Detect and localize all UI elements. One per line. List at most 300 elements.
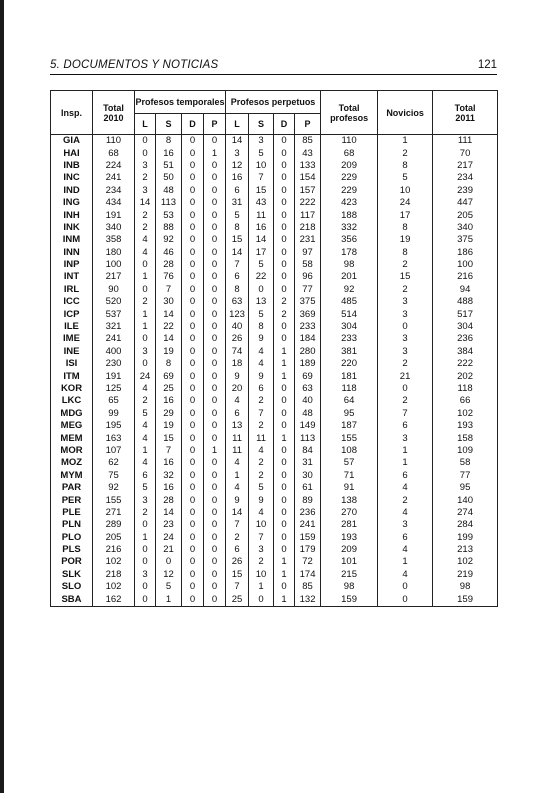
cell-perp-d: 2 <box>274 308 295 320</box>
cell-perp-d: 0 <box>274 284 295 296</box>
cell-temp-p: 0 <box>204 333 226 345</box>
cell-perp-d: 0 <box>274 519 295 531</box>
cell-temp-p: 0 <box>204 160 226 172</box>
table-row <box>51 308 498 320</box>
cell-perp-d: 0 <box>274 160 295 172</box>
cell-novicios: 6 <box>378 470 433 482</box>
cell-temp-l: 3 <box>135 494 156 506</box>
cell-temp-p: 0 <box>204 197 226 209</box>
table-row <box>51 420 498 432</box>
cell-temp-s: 14 <box>156 333 182 345</box>
cell-temp-p: 0 <box>204 569 226 581</box>
cell-temp-s: 16 <box>156 395 182 407</box>
cell-total-2010: 90 <box>93 284 135 296</box>
cell-perp-l: 6 <box>226 408 249 420</box>
cell-total-2011: 111 <box>433 135 498 148</box>
cell-temp-s: 15 <box>156 432 182 444</box>
cell-temp-d: 0 <box>182 308 204 320</box>
cell-perp-p: 69 <box>295 370 321 382</box>
cell-perp-s: 11 <box>249 209 274 221</box>
cell-temp-d: 0 <box>182 383 204 395</box>
cell-insp-code: ITM <box>51 370 93 382</box>
cell-total-2010: 155 <box>93 494 135 506</box>
cell-temp-s: 51 <box>156 160 182 172</box>
cell-perp-s: 22 <box>249 271 274 283</box>
cell-perp-p: 133 <box>295 160 321 172</box>
cell-total-profesos: 332 <box>321 222 378 234</box>
cell-perp-p: 31 <box>295 457 321 469</box>
cell-total-2010: 224 <box>93 160 135 172</box>
cell-temp-l: 4 <box>135 247 156 259</box>
cell-temp-l: 4 <box>135 457 156 469</box>
cell-insp-code: ICC <box>51 296 93 308</box>
cell-total-2010: 520 <box>93 296 135 308</box>
cell-total-profesos: 118 <box>321 383 378 395</box>
cell-temp-p: 0 <box>204 408 226 420</box>
cell-temp-d: 0 <box>182 346 204 358</box>
cell-total-2010: 358 <box>93 234 135 246</box>
col-perp-s: S <box>249 114 274 135</box>
cell-perp-s: 0 <box>249 593 274 606</box>
cell-novicios: 1 <box>378 135 433 148</box>
cell-total-profesos: 356 <box>321 234 378 246</box>
table-row <box>51 556 498 568</box>
cell-total-2010: 102 <box>93 556 135 568</box>
cell-temp-d: 0 <box>182 470 204 482</box>
cell-total-2011: 118 <box>433 383 498 395</box>
table-row <box>51 209 498 221</box>
cell-total-2010: 434 <box>93 197 135 209</box>
cell-total-profesos: 229 <box>321 185 378 197</box>
cell-perp-l: 5 <box>226 209 249 221</box>
cell-temp-p: 0 <box>204 172 226 184</box>
cell-novicios: 3 <box>378 346 433 358</box>
cell-total-profesos: 187 <box>321 420 378 432</box>
cell-temp-s: 24 <box>156 532 182 544</box>
cell-total-2011: 159 <box>433 593 498 606</box>
cell-perp-p: 89 <box>295 494 321 506</box>
cell-total-profesos: 98 <box>321 581 378 593</box>
cell-perp-d: 0 <box>274 494 295 506</box>
cell-total-profesos: 98 <box>321 259 378 271</box>
cell-perp-s: 9 <box>249 370 274 382</box>
cell-perp-s: 10 <box>249 160 274 172</box>
cell-perp-l: 14 <box>226 135 249 148</box>
cell-temp-s: 113 <box>156 197 182 209</box>
cell-temp-p: 0 <box>204 581 226 593</box>
cell-temp-s: 50 <box>156 172 182 184</box>
cell-total-profesos: 220 <box>321 358 378 370</box>
cell-temp-d: 0 <box>182 271 204 283</box>
cell-perp-l: 6 <box>226 544 249 556</box>
cell-novicios: 10 <box>378 185 433 197</box>
cell-temp-p: 0 <box>204 395 226 407</box>
cell-temp-d: 0 <box>182 358 204 370</box>
col-total-2011 <box>433 91 498 135</box>
cell-novicios: 1 <box>378 457 433 469</box>
cell-novicios: 3 <box>378 308 433 320</box>
cell-perp-l: 9 <box>226 370 249 382</box>
cell-perp-s: 3 <box>249 135 274 148</box>
cell-total-2010: 218 <box>93 569 135 581</box>
cell-novicios: 6 <box>378 420 433 432</box>
cell-temp-d: 0 <box>182 247 204 259</box>
cell-perp-p: 149 <box>295 420 321 432</box>
cell-perp-s: 17 <box>249 247 274 259</box>
cell-perp-l: 3 <box>226 147 249 159</box>
cell-perp-s: 9 <box>249 494 274 506</box>
cell-perp-d: 0 <box>274 259 295 271</box>
table-row <box>51 271 498 283</box>
cell-total-2011: 236 <box>433 333 498 345</box>
cell-temp-s: 48 <box>156 185 182 197</box>
cell-perp-d: 0 <box>274 395 295 407</box>
table-row <box>51 457 498 469</box>
cell-perp-l: 8 <box>226 222 249 234</box>
cell-total-2011: 158 <box>433 432 498 444</box>
cell-total-2011: 70 <box>433 147 498 159</box>
cell-novicios: 3 <box>378 333 433 345</box>
cell-total-profesos: 201 <box>321 271 378 283</box>
cell-temp-l: 1 <box>135 321 156 333</box>
cell-total-2010: 75 <box>93 470 135 482</box>
cell-total-2011: 102 <box>433 408 498 420</box>
cell-total-2010: 241 <box>93 172 135 184</box>
col-temp-d: D <box>182 114 204 135</box>
table-row <box>51 259 498 271</box>
cell-temp-l: 3 <box>135 160 156 172</box>
cell-perp-d: 1 <box>274 556 295 568</box>
cell-perp-s: 7 <box>249 408 274 420</box>
cell-temp-s: 53 <box>156 209 182 221</box>
cell-perp-d: 0 <box>274 222 295 234</box>
cell-insp-code: INC <box>51 172 93 184</box>
cell-temp-p: 0 <box>204 358 226 370</box>
cell-temp-l: 1 <box>135 308 156 320</box>
cell-total-profesos: 188 <box>321 209 378 221</box>
cell-temp-p: 0 <box>204 135 226 148</box>
cell-perp-s: 5 <box>249 259 274 271</box>
cell-total-2010: 163 <box>93 432 135 444</box>
cell-perp-l: 2 <box>226 532 249 544</box>
cell-total-2011: 98 <box>433 581 498 593</box>
cell-total-2010: 216 <box>93 544 135 556</box>
cell-perp-p: 40 <box>295 395 321 407</box>
cell-total-2010: 68 <box>93 147 135 159</box>
cell-insp-code: HAI <box>51 147 93 159</box>
table-row <box>51 370 498 382</box>
cell-perp-l: 25 <box>226 593 249 606</box>
col-group-perpetuos: Profesos perpetuos <box>226 91 321 114</box>
cell-perp-l: 14 <box>226 247 249 259</box>
cell-temp-s: 25 <box>156 383 182 395</box>
cell-perp-s: 0 <box>249 284 274 296</box>
cell-perp-d: 0 <box>274 507 295 519</box>
cell-perp-s: 14 <box>249 234 274 246</box>
cell-total-profesos: 181 <box>321 370 378 382</box>
cell-novicios: 21 <box>378 370 433 382</box>
cell-perp-d: 0 <box>274 247 295 259</box>
cell-temp-p: 0 <box>204 321 226 333</box>
cell-temp-l: 2 <box>135 172 156 184</box>
cell-perp-p: 113 <box>295 432 321 444</box>
page-header <box>50 59 497 73</box>
cell-total-profesos: 229 <box>321 172 378 184</box>
table-row <box>51 358 498 370</box>
cell-perp-s: 10 <box>249 519 274 531</box>
cell-temp-s: 69 <box>156 370 182 382</box>
col-perp-p: P <box>295 114 321 135</box>
cell-insp-code: MOZ <box>51 457 93 469</box>
table-row <box>51 135 498 148</box>
cell-total-profesos: 485 <box>321 296 378 308</box>
cell-total-2010: 125 <box>93 383 135 395</box>
cell-temp-s: 8 <box>156 135 182 148</box>
statistics-table <box>50 90 498 607</box>
cell-perp-p: 159 <box>295 532 321 544</box>
cell-perp-s: 5 <box>249 308 274 320</box>
table-row <box>51 333 498 345</box>
cell-temp-l: 4 <box>135 420 156 432</box>
cell-insp-code: IME <box>51 333 93 345</box>
cell-novicios: 4 <box>378 569 433 581</box>
cell-temp-p: 0 <box>204 470 226 482</box>
cell-perp-l: 4 <box>226 395 249 407</box>
cell-perp-l: 6 <box>226 271 249 283</box>
cell-total-2010: 195 <box>93 420 135 432</box>
cell-novicios: 4 <box>378 507 433 519</box>
cell-perp-p: 48 <box>295 408 321 420</box>
col-total-profesos-line1: Total <box>338 102 360 113</box>
cell-insp-code: INM <box>51 234 93 246</box>
cell-temp-d: 0 <box>182 284 204 296</box>
cell-perp-l: 63 <box>226 296 249 308</box>
cell-insp-code: PAR <box>51 482 93 494</box>
cell-temp-l: 5 <box>135 482 156 494</box>
table-row <box>51 544 498 556</box>
cell-novicios: 2 <box>378 147 433 159</box>
cell-perp-s: 11 <box>249 432 274 444</box>
cell-insp-code: ILE <box>51 321 93 333</box>
cell-perp-l: 7 <box>226 581 249 593</box>
cell-total-2010: 102 <box>93 581 135 593</box>
cell-total-2011: 109 <box>433 445 498 457</box>
cell-temp-l: 0 <box>135 544 156 556</box>
cell-total-profesos: 71 <box>321 470 378 482</box>
section-title: 5. DOCUMENTOS Y NOTICIAS <box>50 59 219 71</box>
cell-total-profesos: 215 <box>321 569 378 581</box>
col-total-2010-line2: 2010 <box>103 112 124 123</box>
cell-total-profesos: 64 <box>321 395 378 407</box>
cell-perp-p: 154 <box>295 172 321 184</box>
table-row <box>51 395 498 407</box>
cell-total-2011: 234 <box>433 172 498 184</box>
cell-perp-s: 4 <box>249 507 274 519</box>
cell-total-2010: 230 <box>93 358 135 370</box>
cell-insp-code: IND <box>51 185 93 197</box>
cell-novicios: 8 <box>378 160 433 172</box>
cell-perp-d: 0 <box>274 271 295 283</box>
cell-perp-d: 0 <box>274 420 295 432</box>
cell-temp-d: 0 <box>182 507 204 519</box>
cell-novicios: 15 <box>378 271 433 283</box>
cell-temp-p: 0 <box>204 370 226 382</box>
cell-total-2011: 140 <box>433 494 498 506</box>
cell-perp-l: 15 <box>226 234 249 246</box>
table-row <box>51 482 498 494</box>
cell-total-2011: 384 <box>433 346 498 358</box>
cell-perp-d: 1 <box>274 370 295 382</box>
cell-temp-l: 4 <box>135 234 156 246</box>
cell-temp-d: 0 <box>182 333 204 345</box>
cell-insp-code: KOR <box>51 383 93 395</box>
cell-total-2010: 99 <box>93 408 135 420</box>
cell-temp-p: 0 <box>204 284 226 296</box>
cell-perp-d: 0 <box>274 197 295 209</box>
cell-total-2011: 58 <box>433 457 498 469</box>
cell-temp-l: 0 <box>135 147 156 159</box>
header-rule <box>50 74 497 75</box>
cell-perp-p: 96 <box>295 271 321 283</box>
cell-perp-p: 84 <box>295 445 321 457</box>
cell-perp-p: 157 <box>295 185 321 197</box>
cell-perp-l: 9 <box>226 494 249 506</box>
cell-total-2010: 107 <box>93 445 135 457</box>
table-row <box>51 247 498 259</box>
cell-total-profesos: 57 <box>321 457 378 469</box>
cell-perp-d: 1 <box>274 346 295 358</box>
cell-perp-d: 0 <box>274 544 295 556</box>
cell-novicios: 8 <box>378 222 433 234</box>
cell-perp-l: 26 <box>226 333 249 345</box>
col-temp-s: S <box>156 114 182 135</box>
cell-total-2011: 304 <box>433 321 498 333</box>
cell-perp-p: 280 <box>295 346 321 358</box>
cell-perp-p: 97 <box>295 247 321 259</box>
cell-total-profesos: 381 <box>321 346 378 358</box>
cell-total-2011: 186 <box>433 247 498 259</box>
table-row <box>51 296 498 308</box>
cell-temp-p: 0 <box>204 234 226 246</box>
cell-temp-s: 14 <box>156 308 182 320</box>
col-perp-l: L <box>226 114 249 135</box>
col-temp-l: L <box>135 114 156 135</box>
cell-total-2011: 217 <box>433 160 498 172</box>
cell-perp-s: 5 <box>249 147 274 159</box>
cell-perp-d: 0 <box>274 234 295 246</box>
cell-perp-s: 43 <box>249 197 274 209</box>
cell-temp-s: 19 <box>156 346 182 358</box>
cell-perp-s: 9 <box>249 333 274 345</box>
cell-temp-d: 0 <box>182 519 204 531</box>
cell-insp-code: PLS <box>51 544 93 556</box>
cell-temp-p: 0 <box>204 271 226 283</box>
table-row <box>51 470 498 482</box>
cell-perp-p: 132 <box>295 593 321 606</box>
table-header <box>51 91 498 135</box>
cell-total-profesos: 108 <box>321 445 378 457</box>
cell-total-2011: 66 <box>433 395 498 407</box>
table-row <box>51 383 498 395</box>
cell-perp-l: 11 <box>226 432 249 444</box>
cell-perp-l: 18 <box>226 358 249 370</box>
cell-temp-p: 0 <box>204 532 226 544</box>
table-row <box>51 581 498 593</box>
cell-temp-p: 0 <box>204 482 226 494</box>
table-row <box>51 432 498 444</box>
cell-insp-code: PER <box>51 494 93 506</box>
cell-temp-l: 3 <box>135 569 156 581</box>
cell-total-2011: 284 <box>433 519 498 531</box>
cell-perp-p: 63 <box>295 383 321 395</box>
cell-insp-code: SLK <box>51 569 93 581</box>
cell-total-2010: 92 <box>93 482 135 494</box>
col-novicios: Novicios <box>378 91 433 135</box>
cell-temp-l: 1 <box>135 532 156 544</box>
cell-total-2010: 537 <box>93 308 135 320</box>
cell-perp-l: 26 <box>226 556 249 568</box>
cell-perp-d: 1 <box>274 593 295 606</box>
cell-perp-p: 117 <box>295 209 321 221</box>
cell-insp-code: MOR <box>51 445 93 457</box>
cell-temp-d: 0 <box>182 593 204 606</box>
cell-novicios: 3 <box>378 432 433 444</box>
col-insp: Insp. <box>51 91 93 135</box>
cell-total-2010: 271 <box>93 507 135 519</box>
cell-insp-code: INH <box>51 209 93 221</box>
col-temp-p: P <box>204 114 226 135</box>
cell-temp-l: 3 <box>135 185 156 197</box>
cell-perp-s: 2 <box>249 556 274 568</box>
cell-perp-d: 0 <box>274 408 295 420</box>
table-row <box>51 172 498 184</box>
cell-temp-s: 32 <box>156 470 182 482</box>
cell-insp-code: INK <box>51 222 93 234</box>
cell-perp-s: 15 <box>249 185 274 197</box>
cell-total-2011: 375 <box>433 234 498 246</box>
cell-perp-p: 77 <box>295 284 321 296</box>
cell-total-2010: 400 <box>93 346 135 358</box>
col-group-temporales: Profesos temporales <box>135 91 226 114</box>
cell-temp-d: 0 <box>182 457 204 469</box>
cell-perp-l: 12 <box>226 160 249 172</box>
table-row <box>51 222 498 234</box>
cell-perp-s: 7 <box>249 532 274 544</box>
cell-perp-s: 2 <box>249 420 274 432</box>
cell-temp-d: 0 <box>182 234 204 246</box>
cell-perp-l: 123 <box>226 308 249 320</box>
cell-temp-s: 16 <box>156 147 182 159</box>
cell-novicios: 3 <box>378 519 433 531</box>
cell-perp-l: 13 <box>226 420 249 432</box>
cell-total-2010: 217 <box>93 271 135 283</box>
cell-insp-code: GIA <box>51 135 93 148</box>
cell-temp-l: 0 <box>135 519 156 531</box>
cell-perp-p: 85 <box>295 581 321 593</box>
table-row <box>51 532 498 544</box>
cell-temp-d: 0 <box>182 408 204 420</box>
cell-insp-code: PLO <box>51 532 93 544</box>
cell-temp-p: 0 <box>204 346 226 358</box>
cell-temp-p: 1 <box>204 445 226 457</box>
cell-perp-s: 13 <box>249 296 274 308</box>
cell-total-2010: 289 <box>93 519 135 531</box>
cell-total-2011: 199 <box>433 532 498 544</box>
cell-temp-s: 5 <box>156 581 182 593</box>
cell-insp-code: SBA <box>51 593 93 606</box>
cell-novicios: 19 <box>378 234 433 246</box>
cell-perp-l: 8 <box>226 284 249 296</box>
